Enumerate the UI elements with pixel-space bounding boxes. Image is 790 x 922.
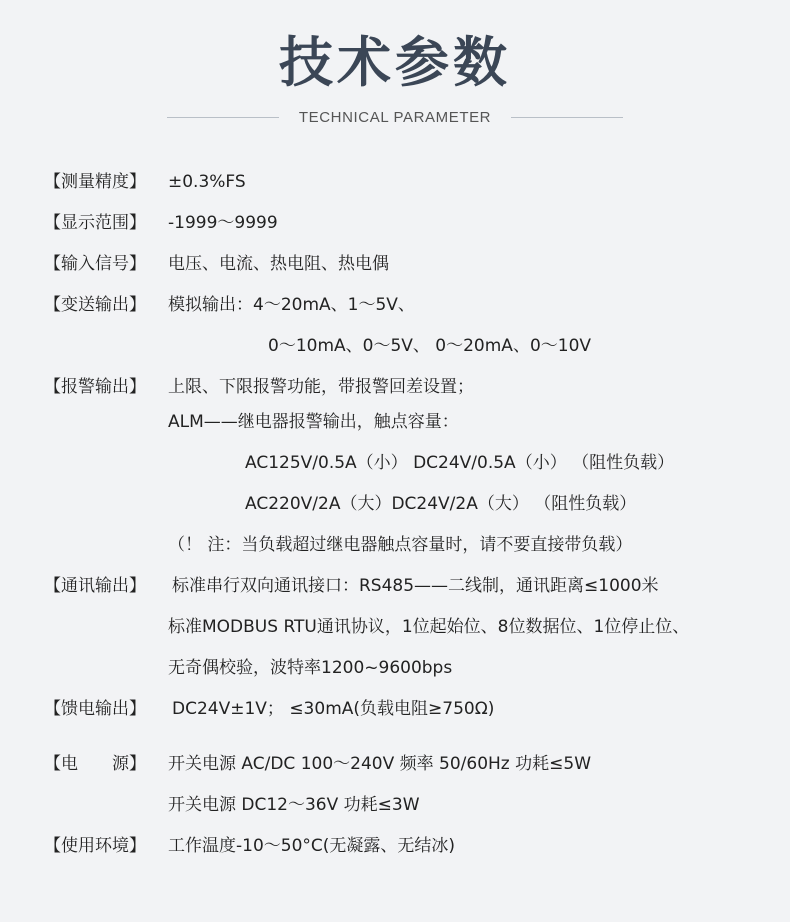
page-subtitle: TECHNICAL PARAMETER bbox=[298, 108, 492, 126]
spec-value-comm-output-2: 标准MODBUS RTU通讯协议，1位起始位、8位数据位、1位停止位、 bbox=[168, 617, 690, 637]
spec-label-display-range: 【显示范围】 bbox=[44, 213, 146, 233]
spec-value-power-1: 开关电源 AC/DC 100～240V 频率 50/60Hz 功耗≤5W bbox=[168, 754, 591, 774]
spec-value-transmit-output-2: 0～10mA、0～5V、 0～20mA、0～10V bbox=[268, 336, 592, 356]
spec-value-transmit-output-1: 模拟输出：4～20mA、1～5V、 bbox=[168, 295, 415, 315]
spec-label-power: 【电 源】 bbox=[44, 754, 146, 774]
spec-value-comm-output-1: 标准串行双向通讯接口：RS485——二线制，通讯距离≤1000米 bbox=[172, 576, 659, 596]
spec-value-alarm-output-4: AC220V/2A（大）DC24V/2A（大） （阻性负载） bbox=[245, 494, 637, 514]
spec-value-alarm-output-2: ALM——继电器报警输出，触点容量： bbox=[168, 412, 459, 432]
spec-value-alarm-output-1: 上限、下限报警功能，带报警回差设置； bbox=[168, 377, 474, 397]
spec-value-power-2: 开关电源 DC12～36V 功耗≤3W bbox=[168, 795, 420, 815]
spec-label-transmit-output: 【变送输出】 bbox=[44, 295, 146, 315]
page-title: 技术参数 bbox=[279, 31, 511, 94]
spec-value-alarm-note: （！ 注：当负载超过继电器触点容量时，请不要直接带负载） bbox=[168, 535, 633, 555]
spec-label-input-signal: 【输入信号】 bbox=[44, 254, 146, 274]
spec-value-input-signal: 电压、电流、热电阻、热电偶 bbox=[168, 254, 389, 274]
spec-value-environment: 工作温度-10～50°C(无凝露、无结冰) bbox=[168, 836, 456, 856]
spec-value-accuracy: ±0.3%FS bbox=[168, 172, 246, 192]
spec-value-feed-output: DC24V±1V； ≤30mA(负载电阻≥750Ω) bbox=[172, 699, 495, 719]
spec-label-environment: 【使用环境】 bbox=[44, 836, 146, 856]
spec-label-alarm-output: 【报警输出】 bbox=[44, 377, 146, 397]
spec-value-comm-output-3: 无奇偶校验，波特率1200~9600bps bbox=[168, 658, 453, 678]
spec-label-feed-output: 【馈电输出】 bbox=[44, 699, 146, 719]
spec-label-accuracy: 【测量精度】 bbox=[44, 172, 146, 192]
spec-label-comm-output: 【通讯输出】 bbox=[44, 576, 146, 596]
spec-value-alarm-output-3: AC125V/0.5A（小） DC24V/0.5A（小） （阻性负载） bbox=[245, 453, 675, 473]
spec-value-display-range: -1999～9999 bbox=[168, 213, 278, 233]
